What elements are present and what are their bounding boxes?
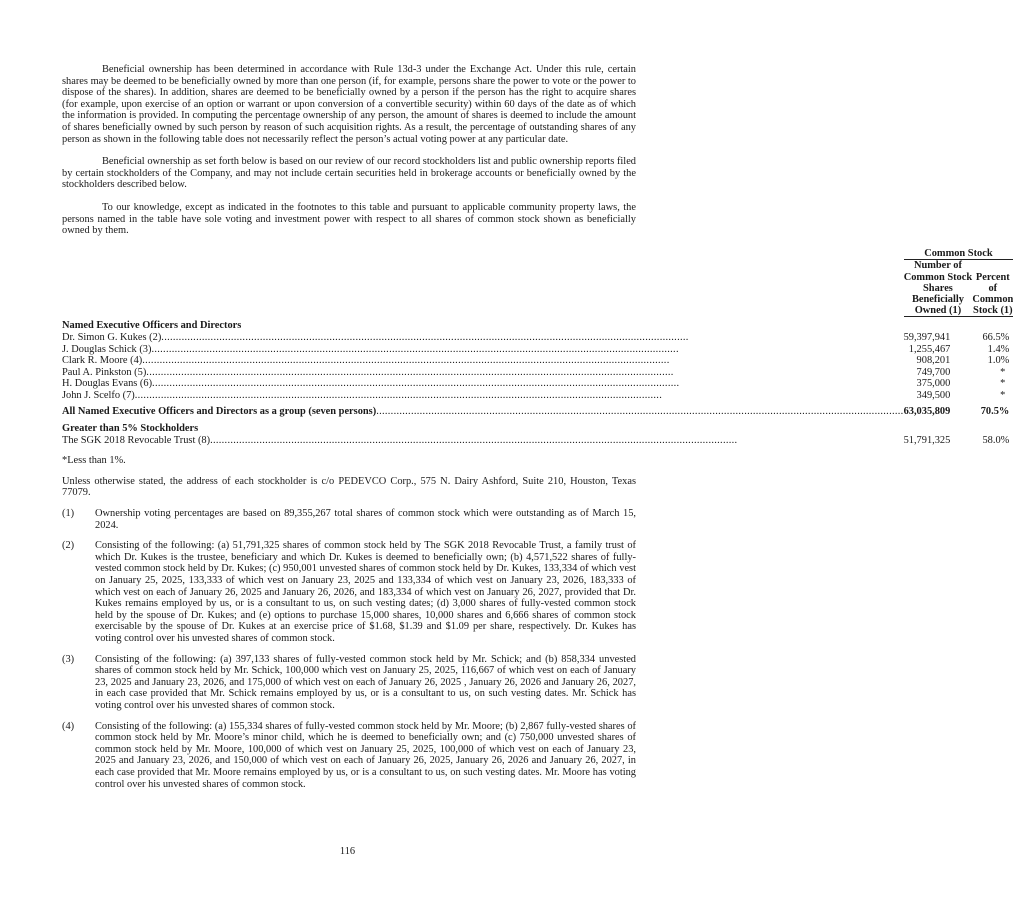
footnote bbox=[62, 508, 636, 531]
section-header-row bbox=[62, 317, 1013, 332]
table-group-header-row bbox=[62, 248, 1013, 260]
percent-column-header: Percent of Common Stock (1) bbox=[972, 260, 1013, 317]
address-note: Unless otherwise stated, the address of each stockholder is c/o PEDEVCO Corp., 575 N. Dairy Ashford, Suite 210, Houston, Texas 77079. bbox=[62, 475, 636, 499]
percent-value: * bbox=[1000, 389, 1006, 401]
table-row bbox=[62, 390, 1013, 402]
shares-value: 908,201 bbox=[916, 355, 951, 367]
percent-value: 1.4% bbox=[987, 343, 1010, 355]
shares-value: 59,397,941 bbox=[903, 331, 951, 343]
table-row bbox=[62, 355, 1013, 367]
footnote-text: Consisting of the following: (a) 397,133 shares of fully-vested common stock held by Mr. Schick; and (b) 858,334 unvested shares of common stock held by Mr. Schick, 100,000 which vest on January 25, 2025, 116,667 of which vest on each of January 23, 2025 and January 23, 2026, and 175,000 of which vest on each of January 26, 2025 , January 26, 2026 and January 26, 2027, in each case provided that Mr. Schick remains employed by us, or is a consultant to us, on such vesting dates. Mr. Schick has voting control over his unvested shares of common stock. bbox=[95, 653, 636, 711]
less-than-one-percent-note: *Less than 1%. bbox=[62, 455, 126, 467]
percent-value: * bbox=[1000, 378, 1006, 390]
group-total-row bbox=[62, 406, 1013, 418]
percent-value: 58.0% bbox=[982, 434, 1010, 446]
footnote-text: Ownership voting percentages are based on 89,355,267 total shares of common stock which were outstanding as of March 15, 2024. bbox=[95, 508, 636, 531]
holder-name: H. Douglas Evans (6) bbox=[62, 378, 153, 390]
shares-value: 349,500 bbox=[916, 389, 951, 401]
shares-value: 51,791,325 bbox=[903, 434, 951, 446]
footnote bbox=[62, 721, 636, 791]
holder-name: Paul A. Pinkston (5) bbox=[62, 366, 147, 378]
holder-name: The SGK 2018 Revocable Trust (8) bbox=[62, 434, 211, 446]
footnote-text: Consisting of the following: (a) 155,334 shares of fully-vested common stock held by Mr. Moore; (b) 2,867 fully-vested shares of common stock held by Mr. Moore’s minor child, which he is deemed to beneficially own; and (c) 750,000 unvested shares of common stock held by Mr. Moore, 100,000 of which vest on January 25, 2025, 100,000 of which vest on each of January 23, 2025 and January 23, 2026, and 150,000 of which vest on each of January 26, 2025, January 26, 2026 and January 26, 2027, in each case provided that Mr. Moore remains employed by us, or is a consultant to us, on such vesting dates. Mr. Moore has voting control over his unvested shares of common stock. bbox=[95, 720, 636, 790]
common-stock-group-header: Common Stock bbox=[904, 248, 1013, 260]
percent-value: * bbox=[1000, 366, 1006, 378]
footnote-label: (3) bbox=[62, 653, 75, 665]
footnote-label: (2) bbox=[62, 540, 75, 552]
intro-paragraph-knowledge: To our knowledge, except as indicated in the footnotes to this table and pursuant to applicable community property laws, the persons named in the table have sole voting and investment power with respect to all shares of common stock shown as beneficially owned by them. bbox=[62, 201, 636, 237]
percent-value: 1.0% bbox=[987, 355, 1010, 367]
shares-value: 1,255,467 bbox=[908, 343, 951, 355]
group-total-shares: 63,035,809 bbox=[903, 406, 951, 418]
footnote-label: (1) bbox=[62, 508, 75, 520]
beneficial-ownership-table bbox=[62, 248, 1013, 447]
footnote bbox=[62, 654, 636, 712]
shares-value: 749,700 bbox=[916, 366, 951, 378]
holder-name: J. Douglas Schick (3) bbox=[62, 343, 152, 355]
table-column-header-row bbox=[62, 260, 1013, 317]
table-row bbox=[62, 435, 1013, 447]
table-row bbox=[62, 332, 1013, 344]
holder-name: John J. Scelfo (7) bbox=[62, 389, 135, 401]
holder-name: Clark R. Moore (4) bbox=[62, 355, 143, 367]
page-number: 116 bbox=[339, 846, 356, 857]
footnote-text: Consisting of the following: (a) 51,791,325 shares of common stock held by The SGK 2018 Revocable Trust, a family trust of which Dr. Kukes is the trustee, beneficiary and which Dr. Kukes is deemed to beneficially own; (b) 4,571,522 shares of fully-vested common stock held by Dr. Kukes; (c) 950,001 unvested shares of common stock held by Dr. Kukes, 133,334 of which vest on January 25, 2025, 133,333 of which vest on January 23, 2025 and 133,334 of which vest on January 23, 2026, 183,333 of which vest on each of January 26, 2025 and January 26, 2026, and 183,334 of which vest on January 26, 2027, provided that Dr. Kukes remains employed by us, or is a consultant to us, on such vesting dates; (d) 3,000 shares of fully-vested common stock held by the spouse of Dr. Kukes; and (e) options to purchase 15,000 shares, 10,000 shares and 6,666 shares of common stock exercisable by the spouse of Dr. Kukes at an exercise price of $1.68, $1.39 and $1.09 per share, respectively. Dr. Kukes has voting control over his unvested shares of common stock. bbox=[95, 540, 636, 644]
group-total-percent: 70.5% bbox=[980, 406, 1010, 418]
document-page bbox=[62, 64, 1013, 799]
footnote bbox=[62, 540, 636, 644]
holder-name: Dr. Simon G. Kukes (2) bbox=[62, 331, 162, 343]
group-total-label: All Named Executive Officers and Directors as a group (seven persons) bbox=[62, 406, 377, 418]
table-row bbox=[62, 344, 1013, 356]
section-header-row bbox=[62, 423, 1013, 435]
intro-paragraph-rule-13d3: Beneficial ownership has been determined in accordance with Rule 13d-3 under the Exchange Act. Under this rule, certain shares may be deemed to be beneficially owned by more than one person (if, for example, persons share the power to vote or the power to dispose of the shares). In addition, shares are deemed to be beneficially owned by a person if the person has the right to acquire shares (for example, upon exercise of an option or warrant or upon conversion of a convertible security) within 60 days of the date as of which the information is provided. In computing the percentage ownership of any person, the amount of shares is deemed to include the amount of shares beneficially owned by such person by reason of such acquisition rights. As a result, the percentage of outstanding shares of any person as shown in the following table does not necessarily reflect the person’s actual voting power at any particular date. bbox=[62, 64, 636, 145]
shares-value: 375,000 bbox=[916, 378, 951, 390]
section-5pct-heading: Greater than 5% Stockholders bbox=[62, 423, 199, 435]
table-row bbox=[62, 367, 1013, 379]
intro-paragraph-basis: Beneficial ownership as set forth below is based on our review of our record stockholders list and public ownership reports filed by certain stockholders of the Company, and may not include certain securities held in brokerage accounts or beneficially owned by the stockholders described below. bbox=[62, 156, 636, 191]
footnote-label: (4) bbox=[62, 720, 75, 732]
percent-value: 66.5% bbox=[982, 331, 1010, 343]
section-officers-heading: Named Executive Officers and Directors bbox=[62, 320, 242, 332]
table-row bbox=[62, 378, 1013, 390]
shares-owned-column-header: Number of Common Stock Shares Beneficially Owned (1) bbox=[903, 260, 973, 317]
